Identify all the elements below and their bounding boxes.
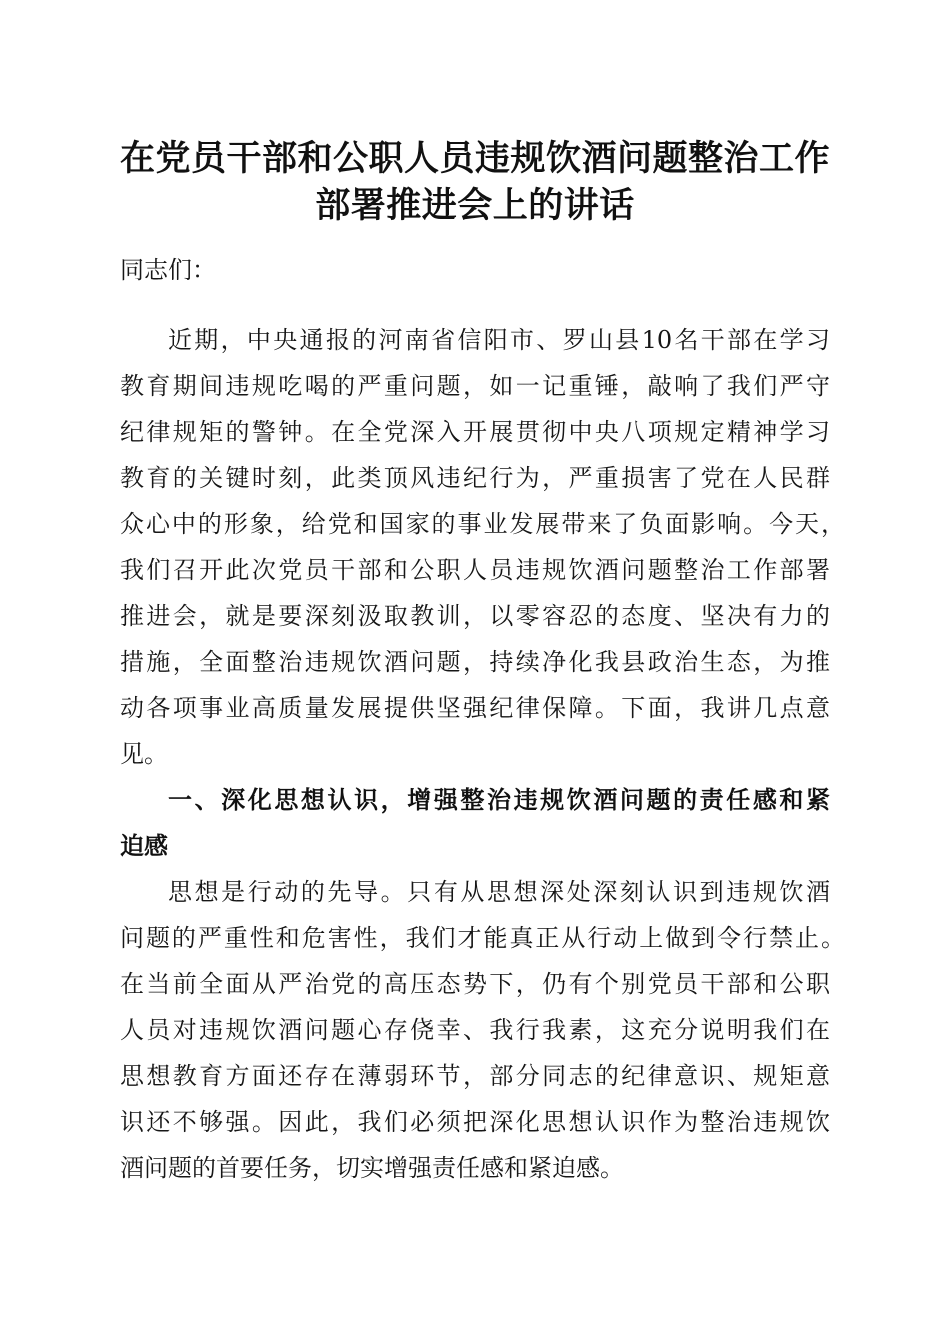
paragraph-1-line: 见。 [120, 740, 168, 768]
paragraph-2-line: 识还不够强。因此，我们必须把深化思想认识作为整治违规饮 [120, 1108, 830, 1136]
paragraph-1-line: 近期，中央通报的河南省信阳市、罗山县10名干部在学习 [168, 326, 830, 354]
paragraph-2-line: 人员对违规饮酒问题心存侥幸、我行我素，这充分说明我们在 [120, 1016, 830, 1044]
paragraph-2-line: 思想是行动的先导。只有从思想深处深刻认识到违规饮酒 [168, 878, 830, 906]
paragraph-1-line: 我们召开此次党员干部和公职人员违规饮酒问题整治工作部署 [120, 556, 830, 584]
paragraph-2-line: 思想教育方面还存在薄弱环节，部分同志的纪律意识、规矩意 [120, 1062, 830, 1090]
paragraph-1-line: 众心中的形象，给党和国家的事业发展带来了负面影响。今天， [120, 510, 845, 538]
document-title-line-1: 在党员干部和公职人员违规饮酒问题整治工作 [119, 138, 830, 179]
paragraph-1-line: 动各项事业高质量发展提供坚强纪律保障。下面，我讲几点意 [120, 694, 830, 722]
paragraph-2-line: 问题的严重性和危害性，我们才能真正从行动上做到令行禁止。 [120, 924, 845, 952]
section-heading-1: 一、深化思想认识，增强整治违规饮酒问题的责任感和紧 [168, 786, 830, 814]
paragraph-1-line: 推进会，就是要深刻汲取教训，以零容忍的态度、坚决有力的 [120, 602, 830, 630]
paragraph-1-line: 教育期间违规吃喝的严重问题，如一记重锤，敲响了我们严守 [120, 372, 830, 400]
paragraph-1-line: 措施，全面整治违规饮酒问题，持续净化我县政治生态，为推 [120, 648, 830, 676]
document-title-line-2: 部署推进会上的讲话 [315, 185, 635, 226]
paragraph-2-line: 酒问题的首要任务，切实增强责任感和紧迫感。 [120, 1154, 624, 1182]
paragraph-2-line: 在当前全面从严治党的高压态势下，仍有个别党员干部和公职 [120, 970, 830, 998]
salutation: 同志们： [120, 256, 216, 284]
paragraph-1-line: 教育的关键时刻，此类顶风违纪行为，严重损害了党在人民群 [120, 464, 830, 492]
paragraph-1-line: 纪律规矩的警钟。在全党深入开展贯彻中央八项规定精神学习 [120, 418, 830, 446]
section-heading-1-continued: 迫感 [120, 832, 168, 860]
